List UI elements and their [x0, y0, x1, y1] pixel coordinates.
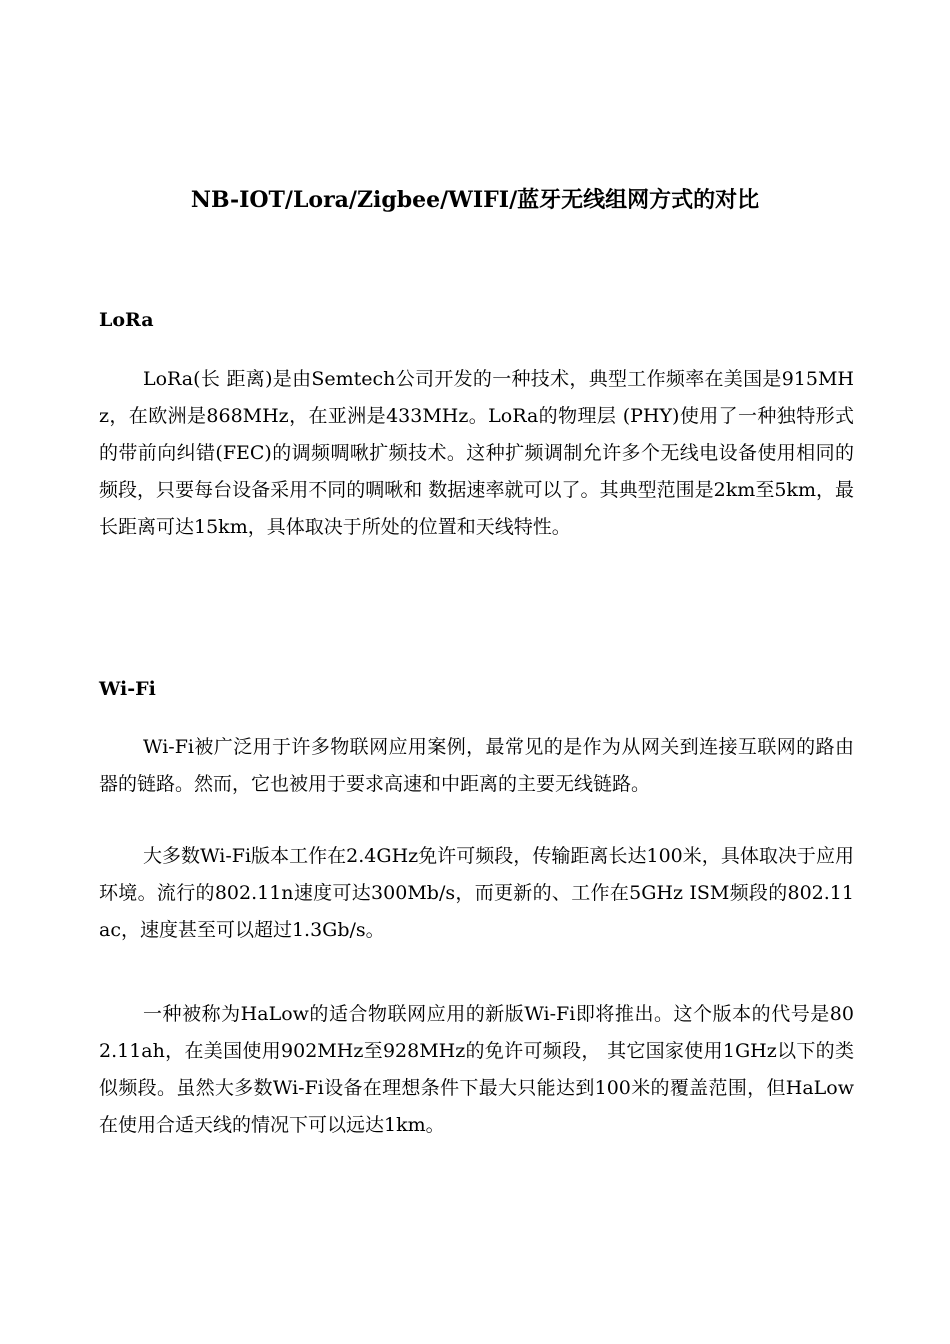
- wifi-paragraph-3: 一种被称为HaLow的适合物联网应用的新版Wi-Fi即将推出。这个版本的代号是802.11ah，在美国使用902MHz至928MHz的免许可频段， 其它国家使用1GHz以下的类似频段。虽然大多数Wi-Fi设备在理想条件下最大只能达到100米的覆盖范围，但HaLow在使用合适天线的情况下可以远达1km。: [99, 1003, 854, 1136]
- section-heading-lora: LoRa: [99, 309, 154, 331]
- wifi-paragraph-1: Wi-Fi被广泛用于许多物联网应用案例，最常见的是作为从网关到连接互联网的路由器的链路。然而，它也被用于要求高速和中距离的主要无线链路。: [99, 736, 854, 795]
- lora-paragraph: LoRa(长 距离)是由Semtech公司开发的一种技术，典型工作频率在美国是915MHz，在欧洲是868MHz，在亚洲是433MHz。LoRa的物理层 (PHY)使用了一种独特形式的带前向纠错(FEC)的调频啁啾扩频技术。这种扩频调制允许多个无线电设备使用相同的频段，只要每台设备采用不同的啁啾和 数据速率就可以了。其典型范围是2km至5km，最长距离可达15km，具体取决于所处的位置和天线特性。: [99, 368, 854, 538]
- section-heading-wifi: Wi-Fi: [99, 678, 156, 700]
- document-title: NB-IOT/Lora/Zigbee/WIFI/蓝牙无线组网方式的对比: [190, 187, 760, 213]
- wifi-paragraph-2: 大多数Wi-Fi版本工作在2.4GHz免许可频段，传输距离长达100米，具体取决于应用环境。流行的802.11n速度可达300Mb/s，而更新的、工作在5GHz ISM频段的802.11ac，速度甚至可以超过1.3Gb/s。: [99, 845, 854, 941]
